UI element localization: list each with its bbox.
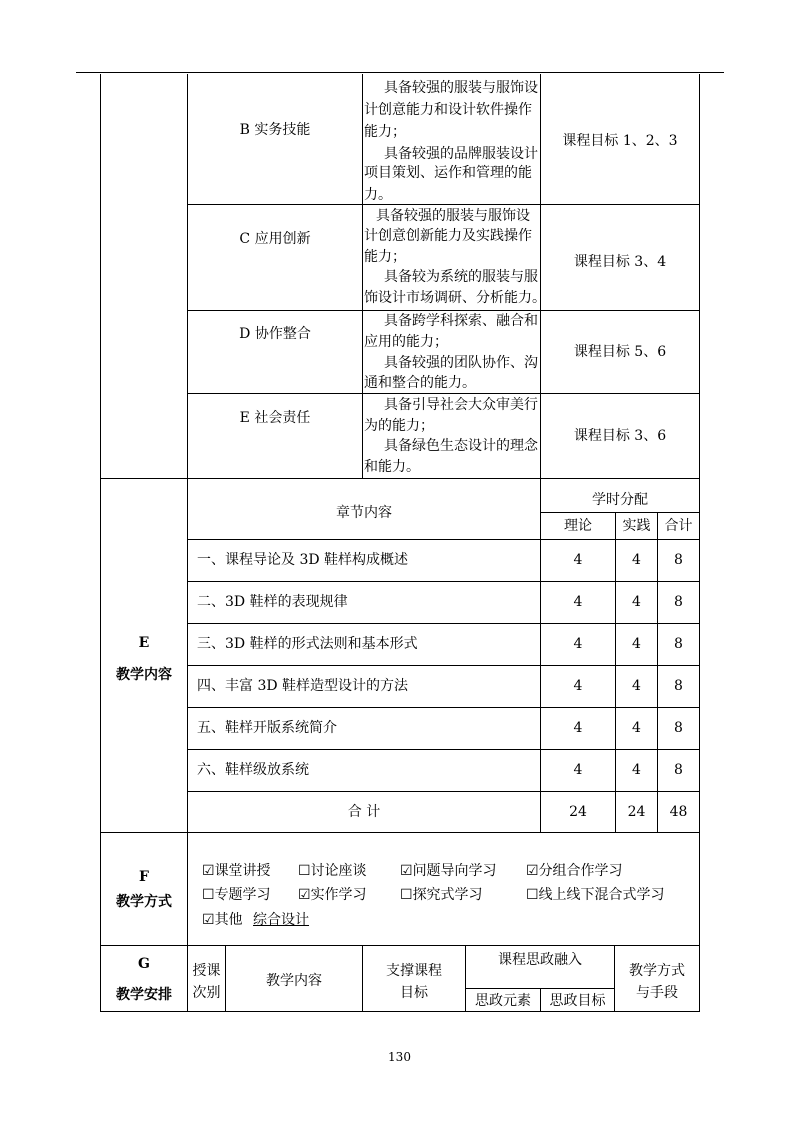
col-support-2: 目标: [400, 985, 428, 1001]
page-number: 130: [388, 1050, 411, 1064]
checked-box-icon[interactable]: ☑: [526, 863, 539, 879]
ability-name-e: E 社会责任: [239, 410, 311, 426]
unchecked-box-icon[interactable]: ☐: [202, 887, 215, 903]
col-support-1: 支撑课程: [386, 963, 442, 979]
checkbox-option[interactable]: ☑其他 综合设计: [202, 912, 310, 928]
checked-box-icon[interactable]: ☑: [400, 863, 413, 879]
section-e-letter: E: [138, 635, 150, 651]
checkbox-option[interactable]: ☐专题学习: [202, 887, 271, 903]
col-teach-content: 教学内容: [266, 973, 322, 989]
checked-box-icon[interactable]: ☑: [202, 863, 215, 879]
unchecked-box-icon[interactable]: ☐: [526, 887, 539, 903]
checkbox-option[interactable]: ☑实作学习: [298, 887, 367, 903]
checkbox-option[interactable]: ☑问题导向学习: [400, 863, 497, 879]
unchecked-box-icon[interactable]: ☐: [400, 887, 413, 903]
checked-box-icon[interactable]: ☑: [202, 912, 215, 928]
col-total-header: 合计: [664, 518, 693, 534]
checkbox-option[interactable]: ☐线上线下混合式学习: [526, 887, 665, 903]
col-hours-header: 学时分配: [592, 492, 648, 508]
section-g-letter: G: [138, 956, 150, 972]
col-method-2: 与手段: [636, 985, 678, 1001]
ability-goal-c: 课程目标 3、4: [573, 254, 667, 270]
col-session-1: 授课: [192, 963, 221, 979]
col-ideology-elements: 思政元素: [475, 993, 531, 1009]
section-e-label: 教学内容: [116, 667, 172, 683]
col-method-1: 教学方式: [629, 963, 685, 979]
section-f-letter-text: F: [139, 869, 149, 885]
col-session-2: 次别: [192, 985, 221, 1001]
col-ideology: 课程思政融入: [498, 952, 582, 968]
ability-name-c: C 应用创新: [239, 231, 311, 247]
col-theory-header: 理论: [564, 518, 592, 534]
col-chapter-header: 章节内容: [336, 505, 392, 521]
checkbox-option[interactable]: ☑分组合作学习: [526, 863, 623, 879]
ability-goal-e: 课程目标 3、6: [573, 428, 667, 444]
col-practice-header: 实践: [622, 518, 651, 534]
header-rule: [76, 72, 724, 73]
checkbox-option[interactable]: ☐探究式学习: [400, 887, 483, 903]
unchecked-box-icon[interactable]: ☐: [298, 863, 311, 879]
checkbox-option[interactable]: ☐讨论座谈: [298, 863, 367, 879]
col-ideology-goals: 思政目标: [549, 993, 606, 1009]
ability-goal-b: 课程目标 1、2、3: [562, 133, 678, 149]
section-g-label: 教学安排: [116, 987, 172, 1003]
ability-name-b: B 实务技能: [239, 122, 311, 138]
section-f-label: 教学方式: [116, 894, 172, 910]
checked-box-icon[interactable]: ☑: [298, 887, 311, 903]
ability-name-d: D 协作整合: [239, 326, 311, 342]
checkbox-option[interactable]: ☑课堂讲授: [202, 863, 271, 879]
other-value: 综合设计: [253, 912, 310, 928]
ability-goal-d: 课程目标 5、6: [573, 344, 667, 360]
